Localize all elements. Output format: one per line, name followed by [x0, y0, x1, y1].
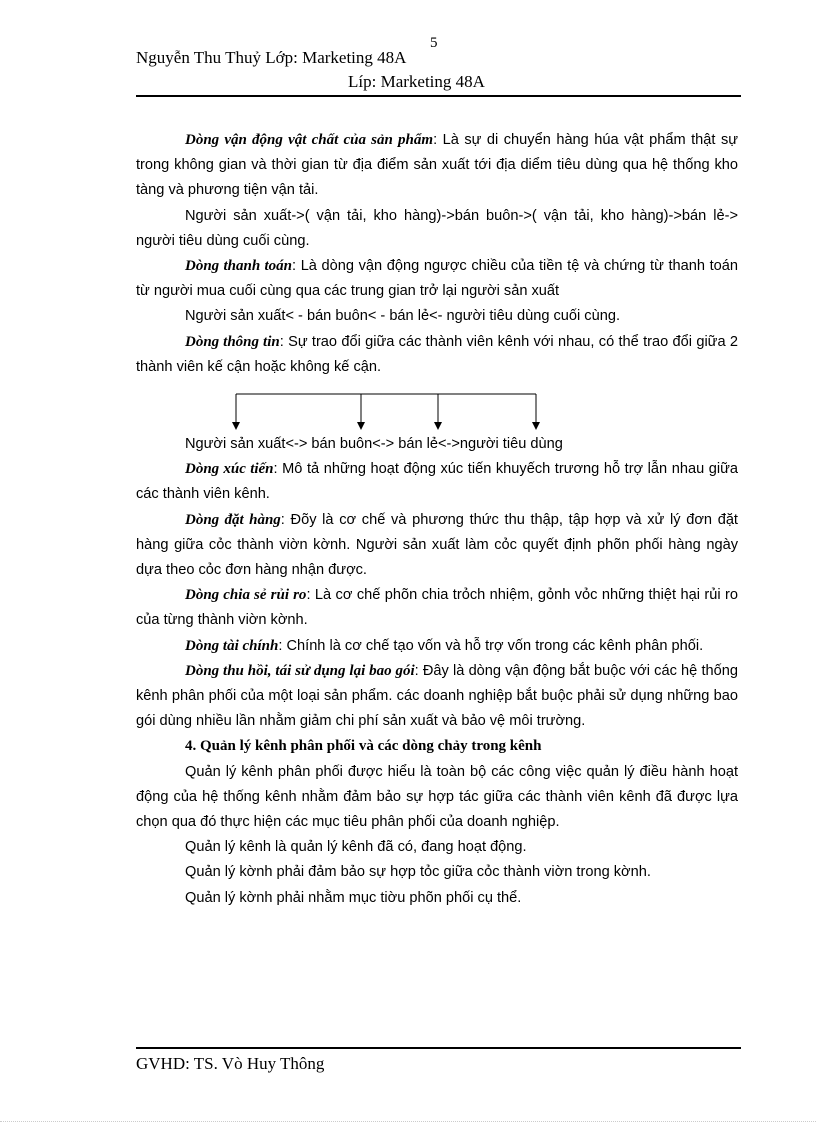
- arrow-down-icon: [232, 422, 240, 430]
- paragraph-order-flow: [136, 508, 738, 584]
- arrow-down-icon: [532, 422, 540, 430]
- paragraph-management-definition: [136, 760, 738, 836]
- document-body: [136, 128, 738, 911]
- paragraph-text: : Mô tả những hoạt động xúc tiến khuyếch trương hỗ trợ lẫn nhau giữa các thành viên kênh.: [136, 461, 738, 503]
- paragraph-management-point-2: [136, 860, 738, 885]
- footer-rule: [136, 1047, 741, 1049]
- paragraph-text: : Là cơ chế phõn chia trỏch nhiệm, gỏnh vỏc những thiệt hại rủi ro của từng thành viờn kờnh.: [136, 587, 738, 629]
- term: Dòng thông tin: [185, 333, 280, 350]
- paragraph-physical-flow: [136, 128, 738, 204]
- paragraph-risk-flow: [136, 583, 738, 633]
- term: Dòng thu hồi, tái sử dụng lại bao gói: [185, 662, 415, 679]
- term: Dòng xúc tiến: [185, 461, 274, 478]
- footer-supervisor: GVHD: TS. Vò Huy Thông: [136, 1054, 325, 1073]
- paragraph-management-point-3: [136, 886, 738, 911]
- term: Dòng chia sẻ rủi ro: [185, 587, 307, 604]
- paragraph-text: : Chính là cơ chế tạo vốn và hỗ trợ vốn trong các kênh phân phối.: [278, 637, 704, 654]
- paragraph-recycle-flow: [136, 659, 738, 735]
- paragraph-text: Quản lý kênh phân phối được hiểu là toàn bộ các công việc quản lý điều hành hoạt động của hệ thống kênh nhằm đảm bảo sự hợp tác giữa các thành viên kênh đã được lựa chọn qua đó thực hiện các mục tiêu phân phối của doanh nghiệp.: [136, 763, 738, 831]
- term: Dòng thanh toán: [185, 258, 293, 275]
- page-bottom-border: [0, 1121, 816, 1122]
- header-rule: [136, 95, 741, 97]
- header-class: Líp: Marketing 48A: [348, 72, 485, 91]
- paragraph-information-flow: [136, 330, 738, 380]
- paragraph-promotion-flow: [136, 457, 738, 507]
- paragraph-text: Người sản xuất->( vận tải, kho hàng)->bán buôn->( vận tải, kho hàng)->bán lẻ-> người tiêu dùng cuối cùng.: [136, 207, 738, 249]
- arrow-down-icon: [434, 422, 442, 430]
- information-flow-diagram: [136, 386, 738, 432]
- paragraph-finance-flow: [136, 634, 738, 659]
- term: Dòng vận động vật chất của sản phẩm: [185, 132, 434, 148]
- term: Dòng tài chính: [185, 637, 279, 654]
- paragraph-physical-chain: [136, 204, 738, 254]
- header-author-class: Nguyễn Thu Thuỷ Lớp: Marketing 48A: [136, 48, 407, 67]
- diagram-caption: [136, 432, 738, 457]
- arrow-down-icon: [357, 422, 365, 430]
- term: Dòng đặt hàng: [185, 511, 281, 528]
- paragraph-text: Quản lý kờnh phải đảm bảo sự hợp tỏc giữa cỏc thành viờn trong kờnh.: [185, 864, 651, 881]
- paragraph-text: : Đây là dòng vận động bắt buộc với các hệ thống kênh phân phối của một loại sản phẩm. các doanh nghiệp bắt buộc phải sử dụng những bao gói dùng nhiều lần nhằm giảm chi phí sản xuất và bảo vệ môi trường.: [136, 662, 738, 730]
- paragraph-text: Quản lý kờnh phải nhằm mục tiờu phõn phối cụ thể.: [185, 889, 522, 906]
- section-heading-text: 4. Quản lý kênh phân phối và các dòng chảy trong kênh: [185, 738, 542, 755]
- paragraph-text: : Là dòng vận động ngược chiều của tiền tệ và chứng từ thanh toán từ người mua cuối cùng qua các trung gian trở lại người sản xuất: [136, 258, 738, 300]
- paragraph-management-point-1: [136, 835, 738, 860]
- paragraph-payment-flow: [136, 254, 738, 304]
- paragraph-text: Người sản xuất< - bán buôn< - bán lẻ<- người tiêu dùng cuối cùng.: [185, 308, 621, 325]
- paragraph-text: : Đõy là cơ chế và phương thức thu thập, tập hợp và xử lý đơn đặt hàng giữa cỏc thành viờn kờnh. Người sản xuất làm cỏc quyết định phõn phối hàng ngày dựa theo cỏc đơn hàng nhận được.: [136, 511, 738, 579]
- section-heading: [136, 734, 738, 759]
- arrow-diagram-svg: [136, 386, 738, 432]
- paragraph-text: : Là sự di chuyển hàng húa vật phẩm thật sự trong không gian và thời gian từ địa điểm sản xuất tới địa diểm tiêu dùng qua hệ thống kho tàng và phương tiện vận tải.: [136, 132, 739, 199]
- paragraph-text: Quản lý kênh là quản lý kênh đã có, đang hoạt động.: [185, 839, 527, 856]
- page-number: 5: [430, 35, 438, 51]
- paragraph-payment-chain: [136, 304, 738, 329]
- paragraph-text: : Sự trao đổi giữa các thành viên kênh với nhau, có thể trao đổi giữa 2 thành viên kế cận hoặc không kế cận.: [136, 333, 738, 375]
- diagram-caption-text: Người sản xuất<-> bán buôn<-> bán lẻ<->người tiêu dùng: [185, 436, 563, 453]
